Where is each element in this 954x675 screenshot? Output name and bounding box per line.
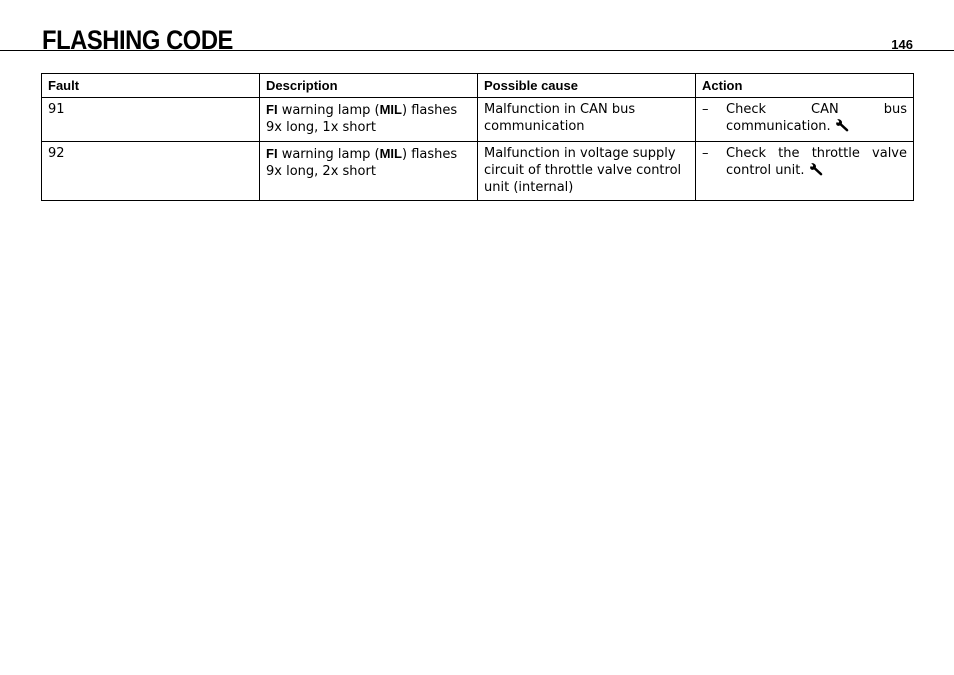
description-text: ) flashes 9x long, 2x short [266,147,458,179]
description-text: warning lamp ( [277,147,380,162]
description-cell [260,98,478,142]
description-text: warning lamp ( [277,103,380,118]
possible-cause-cell: Malfunction in voltage supply circuit of throttle valve control unit (internal) [478,142,696,201]
action-text: Check the throttle valve control unit. [726,146,907,178]
action-text: Check CAN bus communication. [726,102,907,134]
action-cell [696,142,914,201]
fi-lamp-label: FI [266,102,278,117]
action-bullet: – [702,102,709,117]
wrench-icon [835,118,849,137]
table-header-row [42,74,914,98]
page-title: FLASHING CODE [42,25,233,55]
possible-cause-cell: Malfunction in CAN bus communication [478,98,696,142]
column-header-action: Action [696,74,914,98]
action-cell [696,98,914,142]
fi-lamp-label: FI [266,146,278,161]
fault-code-cell: 91 [42,98,260,142]
column-header-description: Description [260,74,478,98]
title-divider [0,50,954,51]
table-row [42,98,914,142]
description-cell [260,142,478,201]
flashing-code-table [41,73,914,201]
description-text: ) flashes 9x long, 1x short [266,103,458,135]
page-number: 146 [891,37,913,52]
mil-label: MIL [379,146,402,161]
column-header-possible-cause: Possible cause [478,74,696,98]
column-header-fault: Fault [42,74,260,98]
table-row [42,142,914,201]
mil-label: MIL [379,102,402,117]
fault-code-cell: 92 [42,142,260,201]
action-bullet: – [702,146,709,161]
wrench-icon [809,162,823,181]
